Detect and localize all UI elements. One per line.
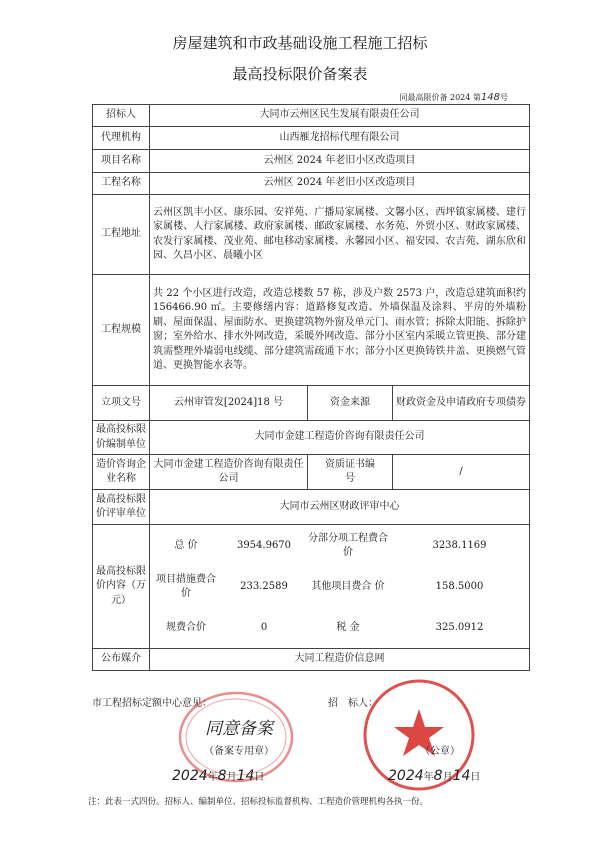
fund-source-value: 财政资金及申请政府专项债券 (393, 386, 530, 421)
row-address (93, 195, 530, 275)
consultant-value: 大同市金建工程造价咨询有限责任公司 (150, 455, 308, 490)
tenderer-value: 大同市云州区民生发展有限责任公司 (150, 105, 530, 127)
tenderer-date-month: 8 (433, 768, 443, 784)
media-value: 大同工程造价信息网 (150, 649, 530, 671)
filing-table (92, 104, 530, 671)
row-project (93, 150, 530, 173)
tenderer-seal-note: （公章） (420, 746, 460, 757)
partial-price-value: 3238.1169 (432, 539, 487, 551)
tenderer-date (388, 768, 480, 784)
row-consultant (93, 455, 530, 490)
address-value: 云州区凯丰小区、康乐园、安祥苑、广播局家属楼、文馨小区、西坪镇家属楼、建行家属楼、人行家属楼、政府家属楼、邮政家属楼、水务苑、外贸小区、财政家属楼、农发行家属楼、茂业苑、邮电移动家属楼、永馨园小区、福安园、农吉苑、湖东欣和园、久昌小区、晨曦小区 (150, 195, 530, 275)
filing-suffix: 号 (500, 93, 508, 102)
project-value: 云州区 2024 年老旧小区改造项目 (150, 150, 530, 173)
fees-label: 规费合价 (166, 621, 206, 633)
tenderer-date-day: 14 (452, 768, 471, 784)
certificate-label: 资质证书编 号 (308, 455, 393, 490)
center-date-year-unit: 年 (207, 772, 218, 783)
tenderer-sign-label: 招 标人： (328, 698, 378, 709)
agent-value: 山西雁龙招标代理有限公司 (150, 127, 530, 150)
agent-label: 代理机构 (93, 127, 150, 150)
title-line1: 房屋建筑和市政基础设施工程施工招标 (172, 34, 428, 52)
limit-row-3 (150, 607, 529, 648)
center-opinion-label: 市工程招标定额中心意见： (92, 698, 212, 709)
row-engineering (93, 173, 530, 195)
center-date-month: 8 (217, 768, 227, 784)
tax-value: 325.0912 (435, 621, 484, 633)
filing-number (399, 92, 508, 103)
certificate-value: / (393, 455, 530, 490)
measures-value: 233.2589 (240, 580, 288, 592)
limit-row-2 (150, 566, 529, 607)
engineering-value: 云州区 2024 年老旧小区改造项目 (150, 173, 530, 195)
reviewer-value: 大同市云州区财政评审中心 (150, 490, 530, 525)
center-date-day-unit: 日 (254, 772, 265, 783)
project-label: 项目名称 (93, 150, 150, 173)
measures-label: 项目措施费合 价 (156, 573, 216, 599)
limit-inner-table (150, 525, 529, 648)
filing-number-handwritten: 148 (480, 92, 500, 103)
row-media (93, 649, 530, 671)
other-label: 其他项目费合 价 (311, 580, 385, 592)
scale-label: 工程规模 (93, 275, 150, 386)
row-tenderer (93, 105, 530, 127)
row-approval (93, 386, 530, 421)
address-label: 工程地址 (93, 195, 150, 275)
tenderer-date-year-unit: 年 (423, 772, 434, 783)
reviewer-label: 最高投标限价评审单位 (93, 490, 150, 525)
tenderer-date-year: 2024 (388, 768, 424, 784)
filing-prefix: 同最高限价备 2024 第 (399, 93, 481, 102)
title-line2: 最高投标限价备案表 (232, 65, 368, 83)
consultant-label: 造价咨询企业名称 (93, 455, 150, 490)
total-price-label: 总 价 (174, 539, 198, 551)
center-date (172, 768, 264, 784)
footnote: 注：此表一式四份。招标人、编制单位、招标投标监督机构、工程造价管理机构各执一份。 (88, 797, 429, 807)
approval-handwriting: 同意备案 (205, 719, 273, 739)
row-scale (93, 275, 530, 386)
total-price-value: 3954.9670 (236, 539, 292, 551)
tenderer-date-day-unit: 日 (470, 772, 481, 783)
row-limit (93, 525, 530, 649)
scale-value: 共 22 个小区进行改造，改造总楼数 57 栋，涉及户数 2573 户，改造总建筑面积约 156466.90 ㎡。主要修缮内容：道路修复改造、外墙保温及涂料、平房的外墙粉刷、屋面保温、屋面防水、更换建筑物外窗及单元门、雨水管；拆除太阳能、拆除护窗；室外给水、排水外网改造，采暖外网改造、部分小区室内采暖立管更换、部分建筑需整理外墙弱电线缆、部分建筑需疏通下水；部分小区更换铸铁井盖、更换燃气管道、更换智能水表等。 (150, 275, 530, 386)
media-label: 公布媒介 (93, 649, 150, 671)
fund-source-label: 资金来源 (308, 386, 393, 421)
center-date-year: 2024 (172, 768, 208, 784)
partial-price-label: 分部分项工程费合价 (308, 532, 388, 558)
center-seal-note: （备案专用章） (204, 746, 274, 757)
engineering-label: 工程名称 (93, 173, 150, 195)
tenderer-label: 招标人 (93, 105, 150, 127)
tenderer-date-month-unit: 月 (442, 772, 453, 783)
limit-label: 最高投标限价内容（万元） (93, 525, 150, 649)
fees-value: 0 (260, 621, 268, 633)
limit-row-1 (150, 525, 529, 566)
approval-value: 云州审管发[2024]18 号 (150, 386, 308, 421)
center-date-month-unit: 月 (226, 772, 237, 783)
limit-content (150, 525, 530, 649)
row-reviewer (93, 490, 530, 525)
compiler-label: 最高投标限价编制单位 (93, 421, 150, 455)
compiler-value: 大同市金建工程造价咨询有限责任公司 (150, 421, 530, 455)
tax-label: 税 金 (336, 621, 360, 633)
row-compiler (93, 421, 530, 455)
row-agent (93, 127, 530, 150)
approval-label: 立项文号 (93, 386, 150, 421)
center-date-day: 14 (236, 768, 255, 784)
other-value: 158.5000 (435, 580, 484, 592)
